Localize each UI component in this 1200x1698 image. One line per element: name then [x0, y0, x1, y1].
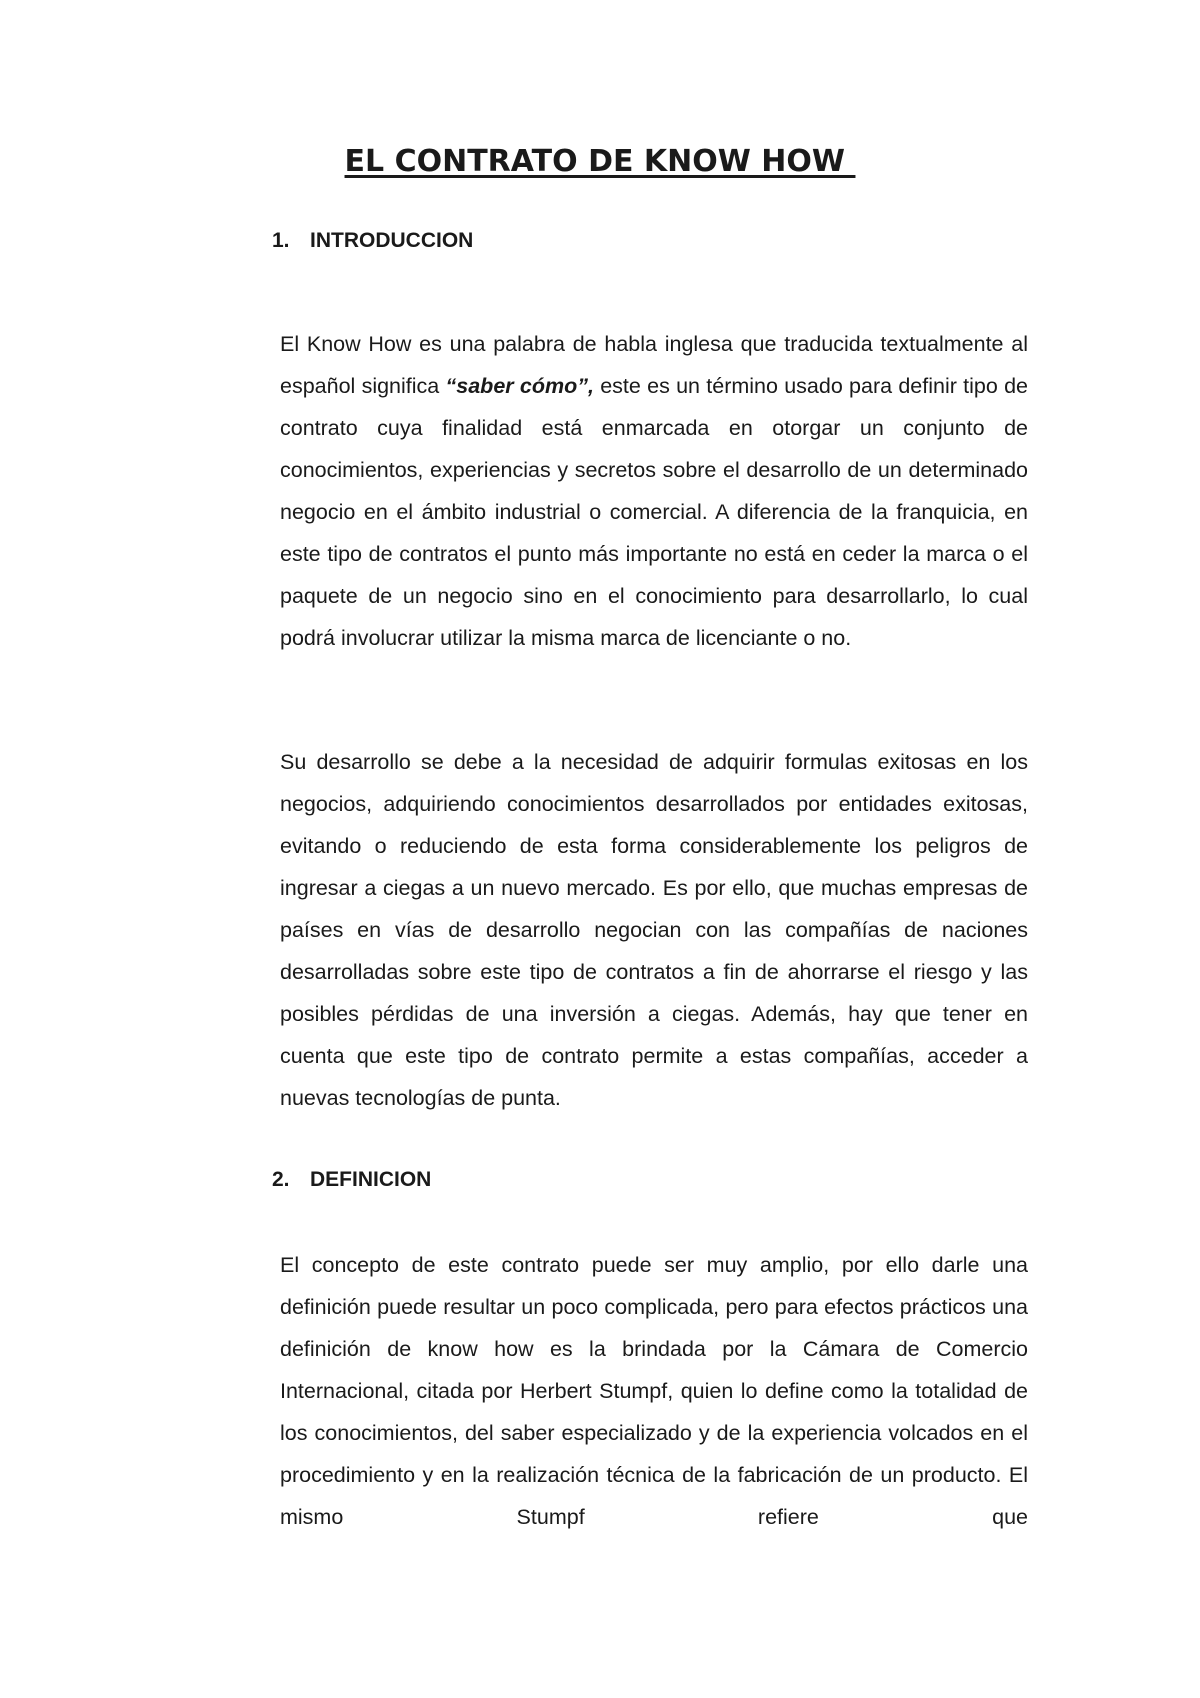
paragraph-text: El Know How es una palabra de habla inglesa que traducida textualmente al español significa: [280, 332, 1028, 398]
intro-paragraph-2: Su desarrollo se debe a la necesidad de adquirir formulas exitosas en los negocios, adquiriendo conocimientos desarrollados por entidades exitosas, evitando o reduciendo de esta forma considerablemente los peligros de ingresar a ciegas a un nuevo mercado. Es por ello, que muchas empresas de países en vías de desarrollo negocian con las compañías de naciones desarrolladas sobre este tipo de contratos a fin de ahorrarse el riesgo y las posibles pérdidas de una inversión a ciegas. Además, hay que tener en cuenta que este tipo de contrato permite a estas compañías, acceder a nuevas tecnologías de punta.: [280, 750, 1028, 1110]
section-number: 2.: [272, 1168, 290, 1191]
section-heading-introduccion: [272, 226, 473, 256]
document-title: EL CONTRATO DE KNOW HOW: [344, 144, 856, 179]
section-title: INTRODUCCION: [310, 229, 474, 252]
section-title: DEFINICION: [310, 1168, 432, 1191]
section-heading-definicion: [272, 1165, 431, 1195]
intro-paragraph-1: [280, 323, 1028, 659]
definicion-paragraph-1: El concepto de este contrato puede ser muy amplio, por ello darle una definición puede resultar un poco complicada, pero para efectos prácticos una definición de know how es la brindada por la Cámara de Comercio Internacional, citada por Herbert Stumpf, quien lo define como la totalidad de los conocimientos, del saber especializado y de la experiencia volcados en el procedimiento y en la realización técnica de la fabricación de un producto. El mismo Stumpf refiere que: [280, 1253, 1028, 1529]
emphasis-text: “saber cómo”,: [445, 374, 594, 398]
section-number: 1.: [272, 229, 290, 252]
paragraph-text: este es un término usado para definir tipo de contrato cuya finalidad está enmarcada en otorgar un conjunto de conocimientos, experiencias y secretos sobre el desarrollo de un determinado negocio en el ámbito industrial o comercial. A diferencia de la franquicia, en este tipo de contratos el punto más importante no está en ceder la marca o el paquete de un negocio sino en el conocimiento para desarrollarlo, lo cual podrá involucrar utilizar la misma marca de licenciante o no.: [280, 374, 1028, 650]
